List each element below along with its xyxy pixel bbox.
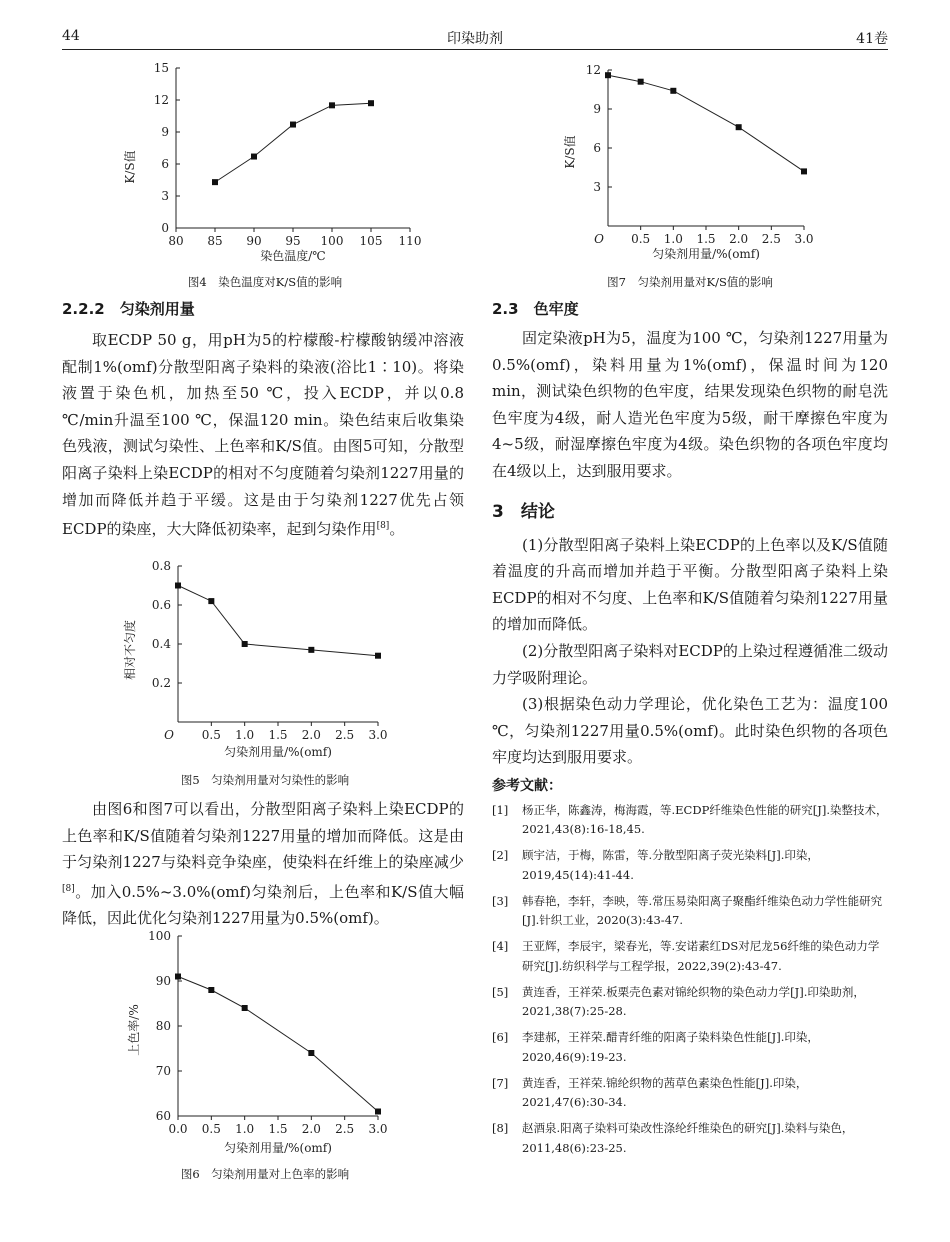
y-tick-label: 12 xyxy=(153,93,169,107)
fig6-chart xyxy=(120,926,410,1160)
paragraph-text-end: 。 xyxy=(389,520,405,539)
section-3-title: 3 结论 xyxy=(492,501,555,522)
paragraph-text: 由图6和图7可以看出，分散型阳离子染料上染ECDP的上色率和K/S值随着匀染剂1227用量的增加而降低。这是由于匀染剂1227与染料竞争染座，使染料在纤维上的染座减少 xyxy=(62,800,464,872)
reference-item xyxy=(492,937,888,976)
data-point xyxy=(242,641,248,647)
y-tick-label: 0.4 xyxy=(151,637,171,651)
x-tick-label: 110 xyxy=(398,234,422,248)
page-number: 44 xyxy=(62,28,80,44)
reference-text: 杨正华，陈鑫涛，梅海霞，等.ECDP纤维染色性能的研究[J].染整技术，2021,43(8):16-18,45. xyxy=(522,802,888,837)
paragraph-text: 取ECDP 50 g，用pH为5的柠檬酸-柠檬酸钠缓冲溶液配制1%(omf)分散型阳离子染料的染液(浴比1∶10)。将染液置于染色机，加热至50 ℃，投入ECDP，并以0.8 ℃/min升温至100 ℃，保温120 min。染色结束后收集染色残液，测试匀染性、上色率和K/S值。由图5可知，分散型阳离子染料上染ECDP的相对不匀度随着匀染剂1227用量的增加而降低并趋于平缓。这是由于匀染剂1227优先占领ECDP的染座，大大降低初染率，起到匀染作用 xyxy=(62,331,464,539)
references-title: 参考文献： xyxy=(492,777,562,794)
data-point xyxy=(208,598,214,604)
reference-number: [4] xyxy=(492,939,509,954)
paragraph-text-end: 。加入0.5%~3.0%(omf)匀染剂后，上色率和K/S值大幅降低，因此优化匀染剂1227用量为0.5%(omf)。 xyxy=(62,882,464,928)
data-point xyxy=(638,79,644,85)
data-point xyxy=(736,124,742,130)
reference-number: [1] xyxy=(492,802,509,817)
x-tick-label: 0.5 xyxy=(201,1122,221,1136)
data-point xyxy=(801,168,807,174)
origin-label: O xyxy=(164,728,174,742)
series-line xyxy=(608,75,804,171)
reference-item xyxy=(492,1028,888,1067)
fig7-chart xyxy=(560,58,850,266)
y-tick-label: 70 xyxy=(155,1064,171,1078)
paragraph-fig6-fig7 xyxy=(62,796,464,932)
conclusion-1: (1)分散型阳离子染料上染ECDP的上色率以及K/S值随着温度的升高而增加并趋于平衡。分散型阳离子染料上染ECDP的相对不匀度、上色率和K/S值随着匀染剂1227用量的增加而降低。 xyxy=(492,535,888,634)
x-tick-label: 2.0 xyxy=(301,1122,321,1136)
citation: [8] xyxy=(62,883,75,894)
paragraph-leveling-agent xyxy=(62,327,464,543)
reference-item xyxy=(492,892,888,931)
reference-item xyxy=(492,1074,888,1113)
x-tick-label: 0.5 xyxy=(201,728,221,742)
origin-label: O xyxy=(594,232,604,246)
x-tick-label: 3.0 xyxy=(368,1122,388,1136)
x-tick-label: 2.5 xyxy=(761,232,781,246)
x-tick-label: 2.5 xyxy=(335,1122,355,1136)
fig5-caption: 图5 匀染剂用量对匀染性的影响 xyxy=(180,773,350,787)
section-2-3-title: 2.3 色牢度 xyxy=(492,300,579,318)
reference-list xyxy=(492,801,888,1159)
fig6-caption: 图6 匀染剂用量对上色率的影响 xyxy=(180,1167,350,1181)
page-header xyxy=(62,28,888,48)
section-2-2-2-title: 2.2.2 匀染剂用量 xyxy=(62,300,195,318)
reference-number: [2] xyxy=(492,848,509,863)
x-tick-label: 1.0 xyxy=(235,1122,255,1136)
reference-item xyxy=(492,846,888,885)
x-tick-label: 95 xyxy=(285,234,301,248)
reference-number: [7] xyxy=(492,1075,509,1090)
right-column xyxy=(492,298,888,1165)
y-tick-label: 0.8 xyxy=(151,559,171,573)
x-tick-label: 1.5 xyxy=(696,232,716,246)
series-line xyxy=(215,103,371,182)
y-tick-label: 9 xyxy=(593,102,601,116)
reference-text: 王亚辉，李辰宇，梁春光，等.安诺素红DS对尼龙56纤维的染色动力学研究[J].纺织科学与工程学报，2022,39(2):43-47. xyxy=(522,939,880,973)
x-tick-label: 0.0 xyxy=(168,1122,188,1136)
y-axis-label: 相对不匀度 xyxy=(123,619,137,681)
fig4-caption: 图4 染色温度对K/S值的影响 xyxy=(187,275,343,289)
y-tick-label: 60 xyxy=(155,1109,171,1123)
citation: [8] xyxy=(376,521,390,532)
fig5-chart xyxy=(120,556,410,766)
y-tick-label: 0.2 xyxy=(151,676,171,690)
data-point xyxy=(290,122,296,128)
y-axis-label: K/S值 xyxy=(123,150,137,184)
data-point xyxy=(242,1005,248,1011)
y-tick-label: 0 xyxy=(161,221,169,235)
fig4-chart xyxy=(120,58,422,268)
x-tick-label: 80 xyxy=(168,234,184,248)
y-tick-label: 6 xyxy=(161,157,169,171)
x-axis-label: 染色温度/℃ xyxy=(260,249,326,263)
x-tick-label: 100 xyxy=(320,234,344,248)
y-tick-label: 15 xyxy=(153,61,169,75)
y-tick-label: 0.6 xyxy=(151,598,171,612)
data-point xyxy=(605,72,611,78)
reference-text: 顾宇洁，于梅，陈雷，等.分散型阳离子荧光染料[J].印染，2019,45(14):41-44. xyxy=(522,848,819,882)
y-tick-label: 80 xyxy=(155,1019,171,1033)
conclusion-3: (3)根据染色动力学理论，优化染色工艺为：温度100 ℃，匀染剂1227用量0.5%(omf)。此时染色织物的各项色牢度均达到服用要求。 xyxy=(492,695,888,767)
x-tick-label: 2.0 xyxy=(729,232,749,246)
y-tick-label: 12 xyxy=(585,63,601,77)
x-tick-label: 1.0 xyxy=(663,232,683,246)
data-point xyxy=(175,583,181,589)
data-point xyxy=(208,987,214,993)
data-point xyxy=(329,102,335,108)
y-tick-label: 3 xyxy=(593,180,601,194)
x-tick-label: 0.5 xyxy=(631,232,651,246)
reference-item xyxy=(492,801,888,840)
x-tick-label: 2.5 xyxy=(335,728,355,742)
series-line xyxy=(178,586,378,656)
paragraph-color-fastness: 固定染液pH为5，温度为100 ℃，匀染剂1227用量为0.5%(omf)，染料用量为1%(omf)，保温时间为120 min，测试染色织物的色牢度，结果发现染色织物的耐皂洗色牢度为4级，耐人造光色牢度为5级，耐干摩擦色牢度为4~5级，耐湿摩擦色牢度为4级。染色织物的各项色牢度均在4级以上，达到服用要求。 xyxy=(492,329,888,480)
reference-number: [6] xyxy=(492,1030,509,1045)
y-tick-label: 90 xyxy=(155,974,171,988)
y-tick-label: 100 xyxy=(148,929,171,943)
journal-name: 印染助剂 xyxy=(447,31,503,47)
y-tick-label: 3 xyxy=(161,189,169,203)
left-column-lower xyxy=(62,796,464,932)
left-column xyxy=(62,298,464,543)
x-tick-label: 1.5 xyxy=(268,728,288,742)
conclusion-2: (2)分散型阳离子染料对ECDP的上染过程遵循准二级动力学吸附理论。 xyxy=(492,641,888,687)
reference-text: 黄连香，王祥荣.板栗壳色素对锦纶织物的染色动力学[J].印染助剂，2021,38(7):25-28. xyxy=(522,984,865,1019)
series-line xyxy=(178,977,378,1112)
data-point xyxy=(175,974,181,980)
x-tick-label: 1.0 xyxy=(235,728,255,742)
x-tick-label: 105 xyxy=(359,234,383,248)
x-axis-label: 匀染剂用量/%(omf) xyxy=(652,247,760,261)
reference-text: 李建郝，王祥荣.醋青纤维的阳离子染料染色性能[J].印染，2020,46(9):19-23. xyxy=(522,1030,819,1064)
x-tick-label: 3.0 xyxy=(368,728,388,742)
y-tick-label: 6 xyxy=(593,141,601,155)
x-tick-label: 85 xyxy=(207,234,223,248)
data-point xyxy=(212,179,218,185)
reference-text: 韩春艳，李轩，李映，等.常压易染阳离子聚酯纤维染色动力学性能研究[J].针织工业，2020(3):43-47. xyxy=(522,893,883,928)
volume: 41卷 xyxy=(856,31,888,47)
data-point xyxy=(251,154,257,160)
x-tick-label: 90 xyxy=(246,234,262,248)
reference-number: [3] xyxy=(492,893,509,908)
reference-text: 黄连香，王祥荣.锦纶织物的茜草色素染色性能[J].印染，2021,47(6):30-34. xyxy=(522,1075,808,1110)
y-axis-label: 上色率/% xyxy=(127,1004,141,1056)
data-point xyxy=(375,1109,381,1115)
reference-number: [5] xyxy=(492,984,509,999)
header-rule xyxy=(62,49,888,50)
data-point xyxy=(375,653,381,659)
x-tick-label: 3.0 xyxy=(794,232,814,246)
data-point xyxy=(308,1050,314,1056)
data-point xyxy=(308,647,314,653)
y-axis-label: K/S值 xyxy=(563,135,577,169)
reference-item xyxy=(492,1119,888,1158)
x-axis-label: 匀染剂用量/%(omf) xyxy=(224,745,332,759)
reference-item xyxy=(492,983,888,1022)
reference-text: 赵酒泉.阳离子染料可染改性涤纶纤维染色的研究[J].染料与染色，2011,48(6):23-25. xyxy=(522,1121,854,1155)
reference-number: [8] xyxy=(492,1121,509,1136)
fig7-caption: 图7 匀染剂用量对K/S值的影响 xyxy=(607,275,773,289)
data-point xyxy=(368,100,374,106)
data-point xyxy=(670,88,676,94)
x-axis-label: 匀染剂用量/%(omf) xyxy=(224,1141,332,1155)
x-tick-label: 2.0 xyxy=(301,728,321,742)
y-tick-label: 9 xyxy=(161,125,169,139)
x-tick-label: 1.5 xyxy=(268,1122,288,1136)
